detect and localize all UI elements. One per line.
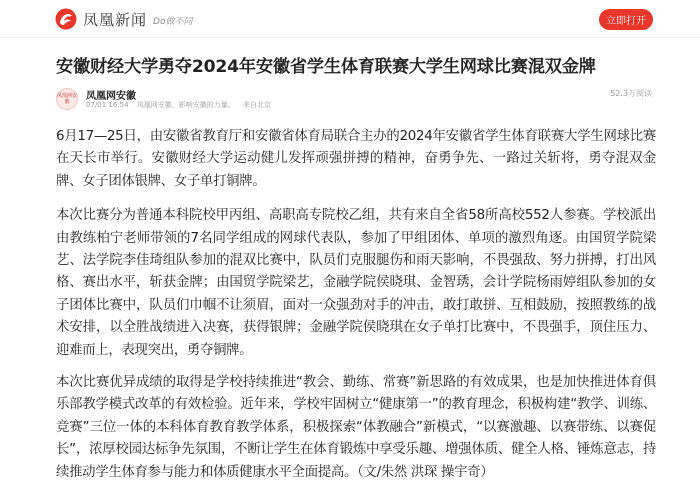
avatar[interactable]: [56, 88, 78, 110]
view-count: 52.3万阅读: [610, 89, 652, 98]
top-bar: [0, 0, 700, 38]
paragraph: 6月17—25日，由安徽省教育厅和安徽省体育局联合主办的2024年安徽省学生体育联赛大学生网球比赛在天长市举行。安徽财经大学运动健儿发挥顽强拼搏的精神，奋勇争先、一路过关斩将，勇夺混双金牌、女子团体银牌、女子单打铜牌。: [56, 129, 656, 189]
author-subline: [86, 100, 277, 110]
author-name[interactable]: 凤凰网安徽: [86, 91, 136, 102]
avatar-label: 凤凰网安徽: [57, 93, 78, 105]
logo-slogan: Do做不同: [153, 16, 193, 27]
paragraph: 本次比赛分为普通本科院校甲丙组、高职高专院校乙组，共有来自全省58所高校552人参赛。学校派出由教练柏宁老师带领的7名同学组成的网球代表队，参加了甲组团体、单项的激烈角逐。由国贸学院梁艺、法学院李佳琦组队参加的混双比赛中，队员们克服腿伤和雨天影响，不畏强敌、努力拼搏，打出风格、赛出水平，斩获金牌；由国贸学院梁艺，金融学院侯晓琪、金智琇，会计学院杨雨婷组队参加的女子团体比赛中，队员们巾帼不让须眉，面对一众强劲对手的冲击，敢打敢拼、互相鼓励，按照教练的战术安排，以全胜战绩进入决赛，获得银牌；金融学院侯晓琪在女子单打比赛中，不畏强手，顶住压力、迎难而上，表现突出，勇夺铜牌。: [56, 208, 656, 358]
app-logo[interactable]: [55, 8, 192, 30]
article-title: 安徽财经大学勇夺2024年安徽省学生体育联赛大学生网球比赛混双金牌: [56, 57, 596, 77]
author-info: [56, 86, 654, 112]
paragraph: 本次比赛优异成绩的取得是学校持续推进“教会、勤练、常赛”新思路的有效成果，也是加快推进体育俱乐部教学模式改革的有效检验。近年来，学校牢固树立“健康第一”的教育理念，积极构建“教学、训练、竞赛”三位一体的本科体育教育教学体系，积极探索“体教融合”新模式，“以赛激趣、以赛带练、以赛促长”，浓厚校园达标争先氛围，不断让学生在体育锻炼中享受乐趣、增强体质、健全人格、锤炼意志，持续推动学生体育参与能力和体质健康水平全面提高。（文/朱然 洪琛 操宇奇）: [56, 375, 656, 480]
location: 来自北京: [243, 101, 272, 109]
logo-name: 凤凰新闻: [83, 10, 148, 29]
phoenix-logo-icon: [55, 8, 77, 30]
open-app-button[interactable]: 立即打开: [599, 9, 653, 30]
publish-date: 07/01 16:54: [86, 101, 129, 109]
article-body: [56, 126, 656, 496]
account-description: 凤凰网安徽，影响安徽的力量。: [136, 101, 235, 109]
